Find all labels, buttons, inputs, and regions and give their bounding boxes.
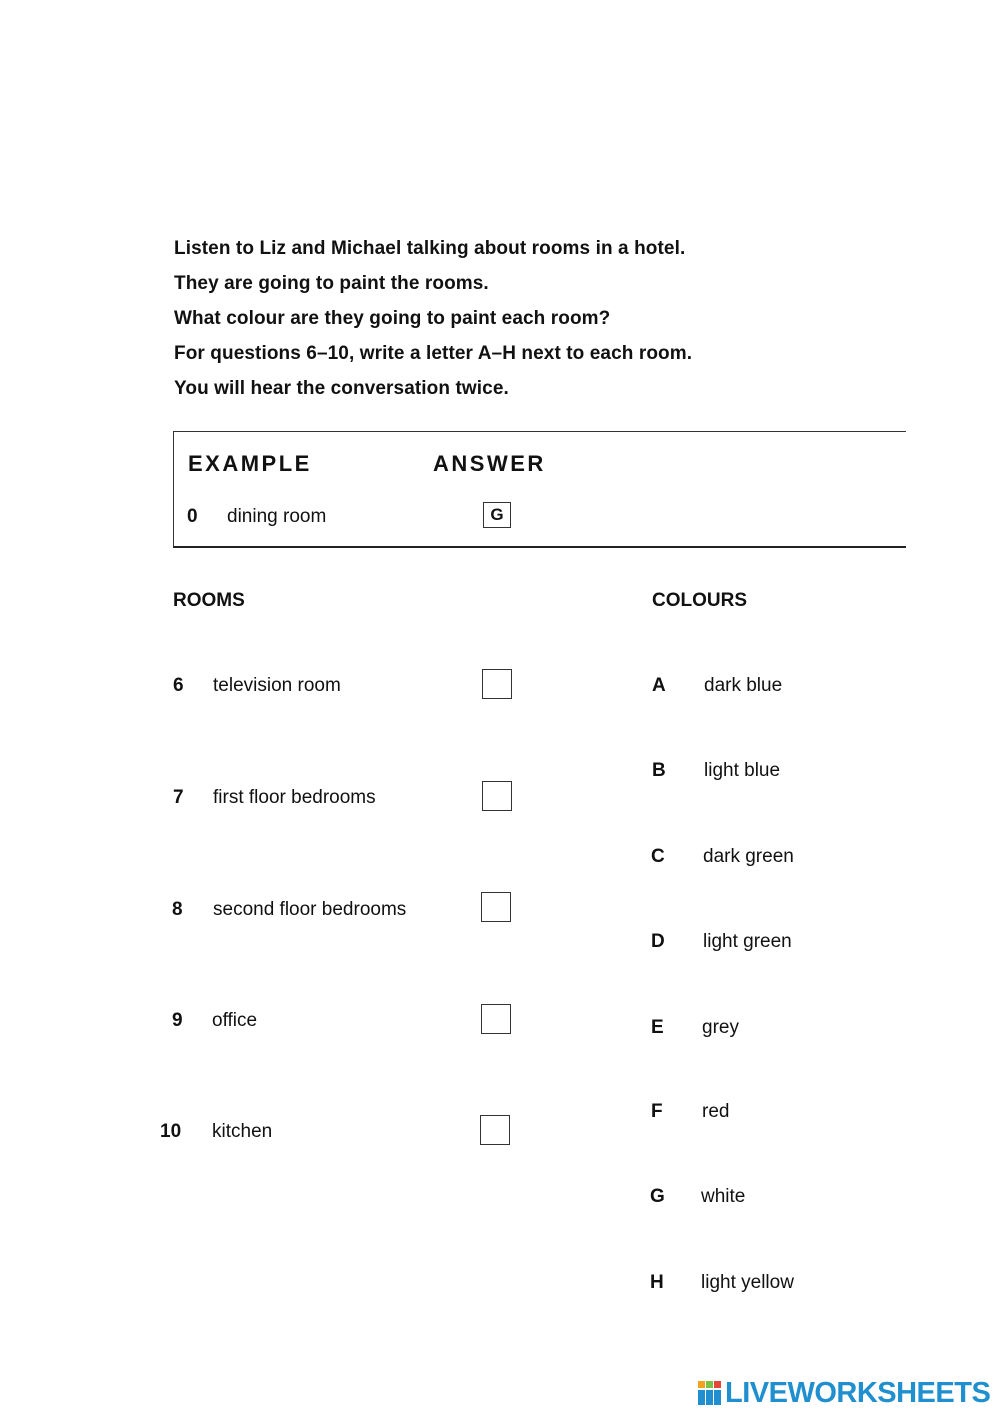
rooms-heading: ROOMS	[173, 590, 245, 611]
room-number: 7	[173, 787, 184, 808]
room-label: office	[212, 1010, 258, 1031]
liveworksheets-logo	[697, 1375, 990, 1411]
colours-heading: COLOURS	[652, 590, 747, 611]
instruction-line-3: What colour are they going to paint each room?	[174, 308, 611, 329]
room-label: first floor bedrooms	[213, 787, 376, 808]
room-label: television room	[213, 675, 341, 696]
room-number: 8	[172, 899, 183, 920]
instruction-line-4: For questions 6–10, write a letter A–H next to each room.	[174, 343, 693, 364]
room-number: 6	[173, 675, 184, 696]
colour-letter: H	[650, 1272, 664, 1293]
instruction-line-1: Listen to Liz and Michael talking about rooms in a hotel.	[174, 238, 686, 259]
colour-label: white	[701, 1186, 746, 1207]
example-number: 0	[187, 506, 198, 527]
room-label: kitchen	[212, 1121, 273, 1142]
colour-label: light yellow	[701, 1272, 794, 1293]
colour-label: light blue	[704, 760, 781, 781]
colour-letter: B	[652, 760, 666, 781]
colour-label: grey	[702, 1017, 739, 1038]
colour-letter: D	[651, 931, 665, 952]
colour-label: light green	[703, 931, 792, 952]
room-label: second floor bedrooms	[213, 899, 407, 920]
answer-box-9[interactable]	[481, 1004, 511, 1034]
instruction-line-2: They are going to paint the rooms.	[174, 273, 489, 294]
liveworksheets-logo-icon	[697, 1379, 723, 1407]
colour-label: dark blue	[704, 675, 783, 696]
answer-box-7[interactable]	[482, 781, 512, 811]
colour-letter: C	[651, 846, 665, 867]
answer-heading: ANSWER	[433, 451, 546, 476]
example-answer: G	[483, 502, 511, 528]
colour-letter: E	[651, 1017, 664, 1038]
instruction-line-5: You will hear the conversation twice.	[174, 378, 509, 399]
liveworksheets-logo-text: LIVEWORKSHEETS	[725, 1376, 991, 1409]
colour-letter: G	[650, 1186, 665, 1207]
answer-box-6[interactable]	[482, 669, 512, 699]
colour-letter: F	[651, 1101, 663, 1122]
answer-box-8[interactable]	[481, 892, 511, 922]
room-number: 10	[160, 1121, 182, 1142]
room-number: 9	[172, 1010, 183, 1031]
example-room: dining room	[227, 506, 327, 527]
example-heading: EXAMPLE	[188, 451, 312, 476]
colour-letter: A	[652, 675, 666, 696]
colour-label: dark green	[703, 846, 794, 867]
answer-box-10[interactable]	[480, 1115, 510, 1145]
example-box	[173, 431, 906, 548]
colour-label: red	[702, 1101, 730, 1122]
